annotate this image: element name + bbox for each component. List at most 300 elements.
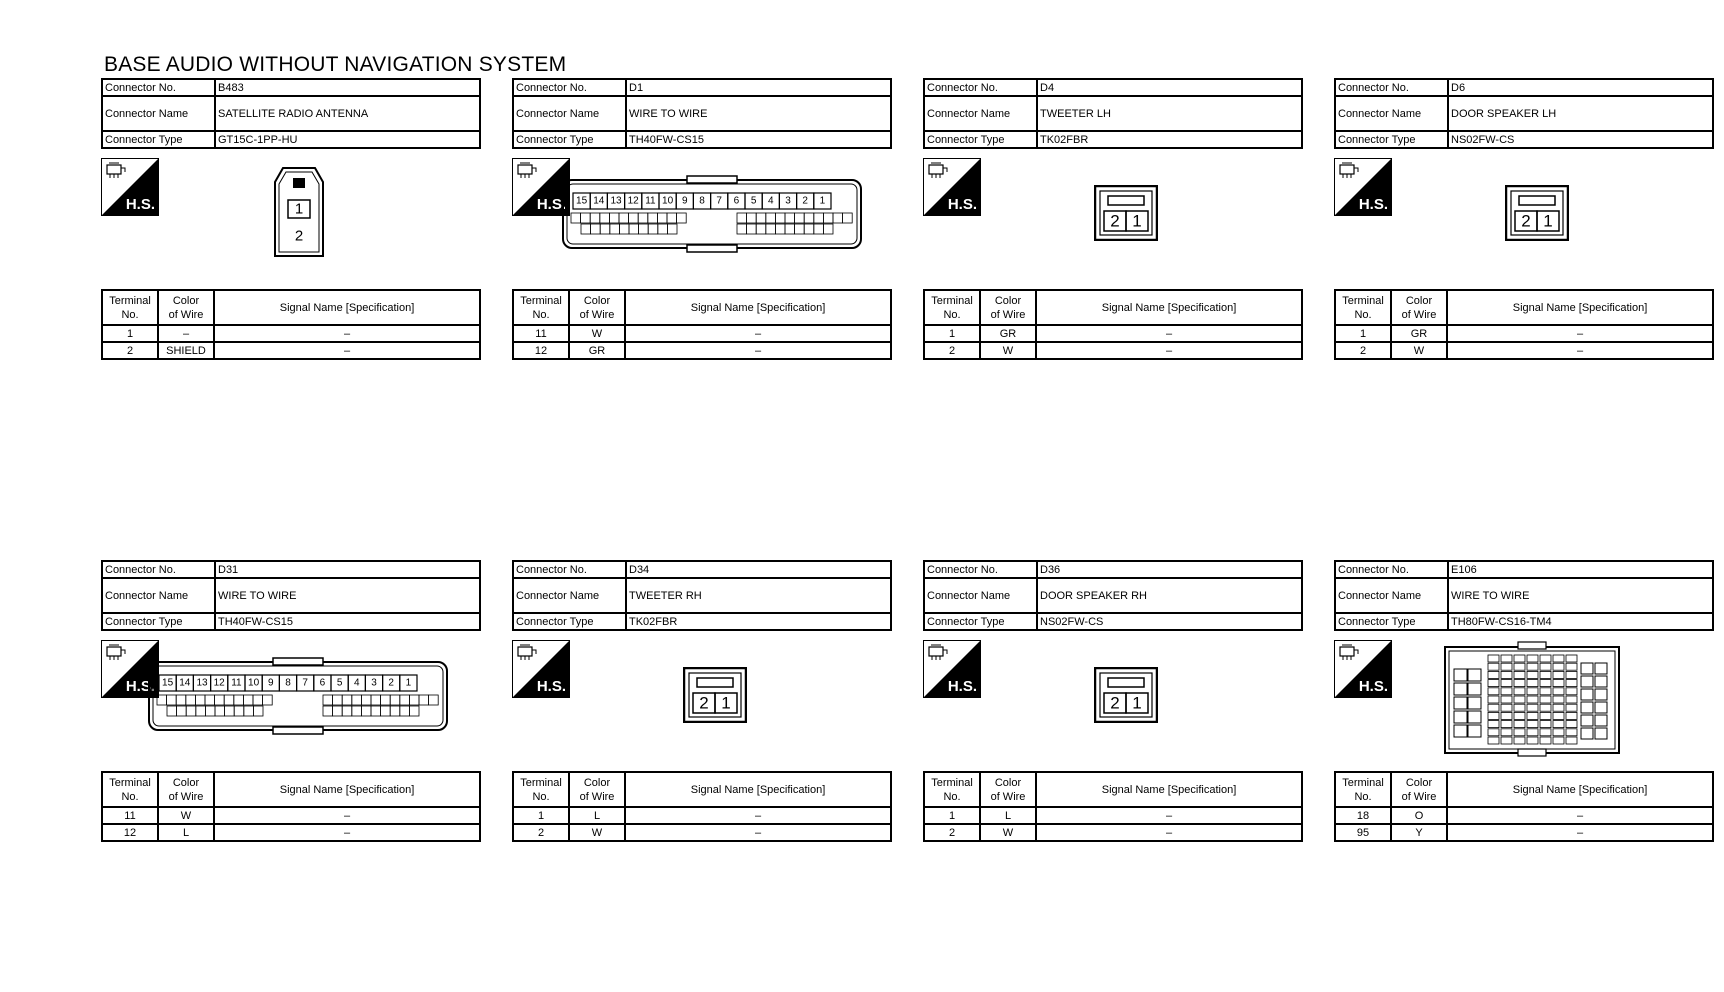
pin-box — [1595, 689, 1607, 700]
pin-number: 13 — [196, 677, 208, 689]
small-pin-box — [1553, 721, 1564, 728]
signal-name: – — [625, 342, 891, 359]
pin-box — [1595, 702, 1607, 713]
connector-block — [923, 78, 1303, 360]
terminal-no-header: Terminal No. — [924, 772, 980, 807]
small-pin-box — [1540, 737, 1551, 744]
pin-box — [1468, 683, 1481, 695]
terminal-table — [101, 289, 481, 360]
small-pin-box — [590, 213, 600, 223]
signal-name: – — [625, 325, 891, 342]
connector-key — [1519, 196, 1555, 205]
connector-glyph-icon — [516, 162, 538, 180]
small-pin-box — [1514, 671, 1525, 678]
terminal-row — [924, 807, 1302, 824]
connector-diagram-area — [512, 631, 892, 771]
small-pin-box — [1488, 671, 1499, 678]
pin-box — [1581, 702, 1593, 713]
small-pin-box — [756, 213, 766, 223]
connector-header-table — [512, 78, 892, 149]
connector-no-value: D1 — [626, 79, 891, 96]
pin-number: 8 — [285, 677, 291, 689]
small-pin-box — [1527, 696, 1538, 703]
small-pin-box — [1540, 688, 1551, 695]
signal-name-header: Signal Name [Specification] — [1447, 290, 1713, 325]
terminal-table — [923, 771, 1303, 842]
signal-name-header: Signal Name [Specification] — [214, 772, 480, 807]
pin-box — [1468, 697, 1481, 709]
page-title: BASE AUDIO WITHOUT NAVIGATION SYSTEM — [104, 53, 567, 76]
small-pin-box — [1566, 688, 1577, 695]
connector-no-label: Connector No. — [1335, 561, 1448, 578]
connector-no-label: Connector No. — [1335, 79, 1448, 96]
small-pin-box — [581, 224, 591, 234]
small-pin-box — [1553, 696, 1564, 703]
signal-name: – — [1036, 342, 1302, 359]
small-pin-box — [361, 695, 371, 705]
small-pin-box — [1553, 671, 1564, 678]
small-pin-box — [1501, 696, 1512, 703]
connector-diagram-area — [1334, 149, 1714, 289]
color-of-wire-header: Color of Wire — [1391, 290, 1447, 325]
connector-name-label: Connector Name — [1335, 578, 1448, 613]
small-pin-box — [1566, 671, 1577, 678]
connector-face — [1094, 185, 1158, 246]
connector-name-value: TWEETER LH — [1037, 96, 1302, 131]
small-pin-box — [804, 213, 814, 223]
connector-name-value: DOOR SPEAKER LH — [1448, 96, 1713, 131]
connector-glyph-icon — [927, 644, 949, 662]
connector-type-value: GT15C-1PP-HU — [215, 131, 480, 148]
pin-box — [1581, 676, 1593, 687]
small-pin-box — [1514, 721, 1525, 728]
connector-type-label: Connector Type — [924, 131, 1037, 148]
small-pin-box — [381, 695, 391, 705]
small-pin-box — [629, 224, 639, 234]
wire-color: GR — [1391, 325, 1447, 342]
pin-number: 4 — [354, 677, 360, 689]
connector-no-value: D31 — [215, 561, 480, 578]
pin-number: 1 — [1543, 211, 1553, 231]
harness-side-icon — [1334, 158, 1392, 216]
connector-key — [293, 178, 305, 188]
small-pin-box — [253, 706, 263, 716]
pin-number: 11 — [645, 195, 656, 207]
small-pin-box — [804, 224, 814, 234]
small-pin-box — [1527, 737, 1538, 744]
terminal-row — [513, 807, 891, 824]
small-pin-box — [1488, 696, 1499, 703]
pin-number: 2 — [1521, 211, 1531, 231]
small-pin-box — [1488, 712, 1499, 719]
connector-face — [1444, 641, 1620, 762]
small-pin-box — [648, 213, 658, 223]
pin-number: 9 — [682, 195, 688, 207]
small-pin-box — [1540, 712, 1551, 719]
connector-housing — [149, 662, 447, 730]
small-pin-box — [1514, 696, 1525, 703]
connector-block — [101, 560, 481, 842]
wire-color: SHIELD — [158, 342, 214, 359]
small-pin-box — [167, 706, 177, 716]
connector-name-value: DOOR SPEAKER RH — [1037, 578, 1302, 613]
pin-number: 1 — [1132, 211, 1142, 231]
small-pin-box — [419, 695, 429, 705]
signal-name: – — [214, 807, 480, 824]
wire-color: W — [158, 807, 214, 824]
terminal-row — [1335, 342, 1713, 359]
connector-header-table — [512, 560, 892, 631]
connector-type-label: Connector Type — [924, 613, 1037, 630]
connector-type-value: NS02FW-CS — [1037, 613, 1302, 630]
small-pin-box — [1514, 688, 1525, 695]
pin-number: 8 — [699, 195, 705, 207]
terminal-row — [1335, 325, 1713, 342]
terminal-no: 95 — [1335, 824, 1391, 841]
signal-name-header: Signal Name [Specification] — [625, 290, 891, 325]
signal-name-header: Signal Name [Specification] — [1036, 290, 1302, 325]
small-pin-box — [371, 695, 381, 705]
signal-name: – — [214, 325, 480, 342]
small-pin-box — [409, 695, 419, 705]
connector-face-svg — [148, 657, 448, 735]
pin-box — [1454, 683, 1467, 695]
small-pin-box — [756, 224, 766, 234]
small-pin-box — [610, 224, 620, 234]
terminal-row — [102, 342, 480, 359]
terminal-no: 1 — [513, 807, 569, 824]
harness-side-icon — [923, 640, 981, 698]
connector-type-label: Connector Type — [102, 613, 215, 630]
pin-box — [1468, 669, 1481, 681]
connector-block — [1334, 560, 1714, 842]
connector-key — [697, 678, 733, 687]
connector-name-value: WIRE TO WIRE — [626, 96, 891, 131]
connector-glyph-icon — [1338, 644, 1360, 662]
connector-glyph-icon — [927, 162, 949, 180]
connector-type-label: Connector Type — [513, 613, 626, 630]
small-pin-box — [823, 213, 833, 223]
small-pin-box — [371, 706, 381, 716]
terminal-no: 11 — [513, 325, 569, 342]
small-pin-box — [1553, 655, 1564, 662]
small-pin-box — [1527, 663, 1538, 670]
connector-glyph-icon — [516, 644, 538, 662]
pin-box — [1595, 715, 1607, 726]
connector-face — [683, 667, 747, 728]
small-pin-box — [1540, 696, 1551, 703]
signal-name: – — [1036, 807, 1302, 824]
small-pin-box — [667, 213, 677, 223]
small-pin-box — [333, 695, 343, 705]
small-pin-box — [390, 695, 400, 705]
wire-color: W — [980, 342, 1036, 359]
connector-no-label: Connector No. — [924, 561, 1037, 578]
connector-no-value: E106 — [1448, 561, 1713, 578]
signal-name: – — [1036, 824, 1302, 841]
connector-name-value: SATELLITE RADIO ANTENNA — [215, 96, 480, 131]
small-pin-box — [1501, 680, 1512, 687]
connector-face-svg — [562, 175, 862, 253]
connector-header-table — [1334, 78, 1714, 149]
small-pin-box — [648, 224, 658, 234]
terminal-row — [102, 824, 480, 841]
small-pin-box — [342, 706, 352, 716]
small-pin-box — [1501, 737, 1512, 744]
terminal-no: 2 — [924, 824, 980, 841]
small-pin-box — [1540, 671, 1551, 678]
pin-number: 15 — [162, 677, 174, 689]
pin-number: 12 — [627, 195, 639, 207]
small-pin-box — [581, 213, 591, 223]
terminal-row — [1335, 824, 1713, 841]
small-pin-box — [352, 695, 362, 705]
pin-number: 13 — [610, 195, 622, 207]
connector-block — [101, 78, 481, 360]
small-pin-box — [600, 224, 610, 234]
connector-glyph-icon — [105, 644, 127, 662]
small-pin-box — [1488, 729, 1499, 736]
small-pin-box — [775, 213, 785, 223]
small-pin-box — [409, 706, 419, 716]
small-pin-box — [215, 706, 225, 716]
connector-latch — [1518, 749, 1546, 756]
pin-number: 2 — [699, 693, 709, 713]
small-pin-box — [1514, 680, 1525, 687]
small-pin-box — [1527, 712, 1538, 719]
connector-latch — [687, 245, 737, 252]
connector-diagram-area — [101, 149, 481, 289]
connector-face-svg — [1094, 667, 1158, 723]
connector-diagram-area — [923, 149, 1303, 289]
pin-number: 4 — [768, 195, 774, 207]
small-pin-box — [591, 224, 601, 234]
connector-no-label: Connector No. — [102, 561, 215, 578]
terminal-row — [1335, 807, 1713, 824]
pin-box — [1595, 728, 1607, 739]
pin-box — [1581, 663, 1593, 674]
pin-number: 14 — [593, 195, 605, 207]
small-pin-box — [157, 695, 167, 705]
connector-no-value: D4 — [1037, 79, 1302, 96]
connector-face — [148, 657, 448, 740]
small-pin-box — [657, 213, 667, 223]
connector-diagram-area — [1334, 631, 1714, 771]
terminal-table — [1334, 289, 1714, 360]
small-pin-box — [1540, 721, 1551, 728]
terminal-row — [924, 342, 1302, 359]
small-pin-box — [253, 695, 263, 705]
small-pin-box — [1553, 680, 1564, 687]
pin-number: 3 — [371, 677, 377, 689]
small-pin-box — [1553, 712, 1564, 719]
small-pin-box — [333, 706, 343, 716]
small-pin-box — [1540, 729, 1551, 736]
pin-number: 6 — [733, 195, 740, 207]
terminal-no-header: Terminal No. — [924, 290, 980, 325]
small-pin-box — [619, 213, 629, 223]
pin-number: 6 — [319, 677, 326, 689]
small-pin-box — [186, 706, 196, 716]
small-pin-box — [234, 706, 244, 716]
connector-block — [923, 560, 1303, 842]
connector-type-label: Connector Type — [513, 131, 626, 148]
connector-key — [1108, 678, 1144, 687]
connector-face — [1505, 185, 1569, 246]
small-pin-box — [352, 706, 362, 716]
wire-color: GR — [569, 342, 625, 359]
small-pin-box — [1514, 729, 1525, 736]
terminal-table — [512, 771, 892, 842]
small-pin-box — [1488, 663, 1499, 670]
small-pin-box — [244, 706, 254, 716]
small-pin-box — [1553, 729, 1564, 736]
wire-color: W — [1391, 342, 1447, 359]
signal-name-header: Signal Name [Specification] — [1036, 772, 1302, 807]
connector-latch — [1518, 642, 1546, 649]
color-of-wire-header: Color of Wire — [980, 772, 1036, 807]
pin-number: 1 — [819, 195, 826, 207]
small-pin-box — [1553, 688, 1564, 695]
terminal-no: 2 — [1335, 342, 1391, 359]
wire-color: L — [569, 807, 625, 824]
connector-type-value: TH80FW-CS16-TM4 — [1448, 613, 1713, 630]
small-pin-box — [1488, 655, 1499, 662]
connector-latch — [273, 658, 323, 665]
connector-name-label: Connector Name — [924, 96, 1037, 131]
connector-diagram-area — [923, 631, 1303, 771]
terminal-no: 18 — [1335, 807, 1391, 824]
small-pin-box — [1566, 680, 1577, 687]
connector-latch — [687, 176, 737, 183]
small-pin-box — [833, 213, 843, 223]
connector-glyph-icon — [1338, 162, 1360, 180]
small-pin-box — [323, 706, 333, 716]
connector-type-label: Connector Type — [1335, 613, 1448, 630]
terminal-no: 1 — [924, 325, 980, 342]
small-pin-box — [400, 695, 410, 705]
terminal-no: 1 — [1335, 325, 1391, 342]
small-pin-box — [766, 224, 776, 234]
terminal-no: 2 — [924, 342, 980, 359]
color-of-wire-header: Color of Wire — [569, 290, 625, 325]
small-pin-box — [1527, 704, 1538, 711]
connector-name-value: WIRE TO WIRE — [1448, 578, 1713, 613]
connector-no-label: Connector No. — [102, 79, 215, 96]
color-of-wire-header: Color of Wire — [1391, 772, 1447, 807]
connector-name-label: Connector Name — [513, 96, 626, 131]
terminal-row — [513, 342, 891, 359]
small-pin-box — [1566, 663, 1577, 670]
harness-side-icon — [512, 640, 570, 698]
small-pin-box — [381, 706, 391, 716]
small-pin-box — [1540, 655, 1551, 662]
pin-number: 10 — [662, 195, 674, 207]
wire-color: L — [980, 807, 1036, 824]
pin-box — [1454, 669, 1467, 681]
terminal-row — [102, 325, 480, 342]
small-pin-box — [1553, 704, 1564, 711]
color-of-wire-header: Color of Wire — [980, 290, 1036, 325]
connector-face-svg — [1094, 185, 1158, 241]
connector-header-table — [101, 560, 481, 631]
connector-diagram-area — [512, 149, 892, 289]
small-pin-box — [1488, 688, 1499, 695]
connector-face-svg — [1505, 185, 1569, 241]
small-pin-box — [667, 224, 677, 234]
signal-name-header: Signal Name [Specification] — [625, 772, 891, 807]
terminal-no: 11 — [102, 807, 158, 824]
pin-number: 1 — [405, 677, 412, 689]
small-pin-box — [1501, 688, 1512, 695]
connector-latch — [273, 727, 323, 734]
terminal-row — [924, 325, 1302, 342]
pin-box — [1454, 697, 1467, 709]
pin-box — [1581, 715, 1593, 726]
connector-no-value: D34 — [626, 561, 891, 578]
terminal-no: 1 — [102, 325, 158, 342]
signal-name: – — [1447, 342, 1713, 359]
small-pin-box — [400, 706, 410, 716]
small-pin-box — [1566, 655, 1577, 662]
pin-box — [1595, 676, 1607, 687]
pin-box — [1468, 711, 1481, 723]
terminal-table — [101, 771, 481, 842]
pin-number: 15 — [576, 195, 588, 207]
hs-label: H.S. — [947, 678, 977, 695]
terminal-no-header: Terminal No. — [513, 772, 569, 807]
pin-number: 12 — [213, 677, 225, 689]
small-pin-box — [1566, 737, 1577, 744]
pin-number: 2 — [1110, 693, 1120, 713]
pin-number: 9 — [268, 677, 274, 689]
pin-number: 2 — [1110, 211, 1120, 231]
small-pin-box — [1501, 704, 1512, 711]
small-pin-box — [843, 213, 853, 223]
connector-type-value: TK02FBR — [626, 613, 891, 630]
connector-header-table — [1334, 560, 1714, 631]
terminal-table — [1334, 771, 1714, 842]
pin-number: 10 — [248, 677, 260, 689]
connector-name-label: Connector Name — [102, 578, 215, 613]
small-pin-box — [638, 213, 648, 223]
connector-block — [1334, 78, 1714, 360]
small-pin-box — [205, 695, 215, 705]
pin-box — [1454, 711, 1467, 723]
small-pin-box — [1566, 712, 1577, 719]
pin-number: 5 — [750, 195, 757, 207]
pin-number: 2 — [802, 195, 808, 207]
connector-no-label: Connector No. — [924, 79, 1037, 96]
small-pin-box — [243, 695, 253, 705]
small-pin-box — [1540, 680, 1551, 687]
pin-number: 5 — [336, 677, 343, 689]
connector-no-label: Connector No. — [513, 561, 626, 578]
wire-color: W — [569, 824, 625, 841]
terminal-no-header: Terminal No. — [1335, 290, 1391, 325]
connector-name-label: Connector Name — [924, 578, 1037, 613]
connector-type-value: TH40FW-CS15 — [215, 613, 480, 630]
terminal-table — [923, 289, 1303, 360]
connector-block — [512, 78, 892, 360]
terminal-no-header: Terminal No. — [102, 772, 158, 807]
terminal-row — [102, 807, 480, 824]
terminal-row — [513, 824, 891, 841]
color-of-wire-header: Color of Wire — [158, 772, 214, 807]
small-pin-box — [1527, 688, 1538, 695]
small-pin-box — [225, 706, 235, 716]
pin-number: 3 — [785, 195, 791, 207]
